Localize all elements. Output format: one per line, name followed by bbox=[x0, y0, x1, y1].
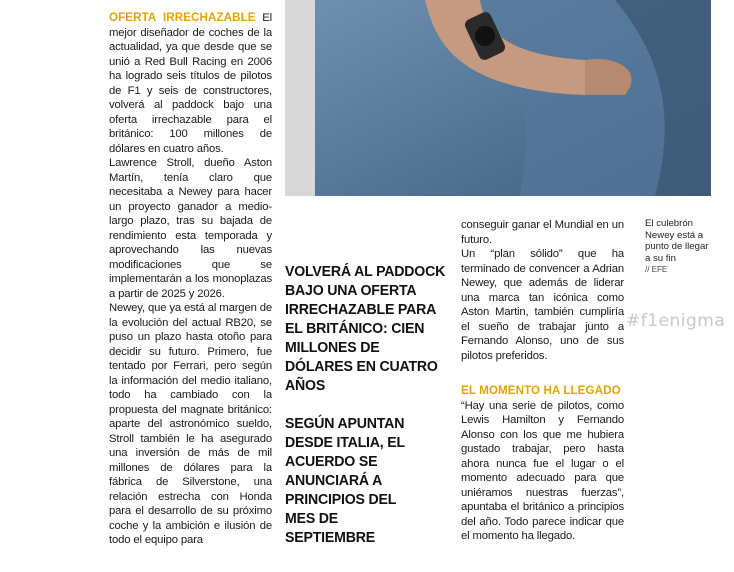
pull-quote-italy: SEGÚN APUNTAN DESDE ITALIA, EL ACUERDO SE ANUNCIARÁ A PRINCIPIOS DEL MES DE SEPTIEMBRE bbox=[285, 415, 405, 546]
caption-credit: // EFE bbox=[645, 265, 668, 274]
left-para-2: Lawrence Stroll, dueño Aston Martín, tenía claro que necesitaba a Newey para hacer un proyecto ganador a medio-largo plazo, tras su bajada de rendimiento esta temporada y aprovechando las nuevas modificaciones que se implementarán a los monoplazas a partir de 2025 y 2026. bbox=[109, 157, 272, 300]
left-para-1: OFERTA IRRECHAZABLE El mejor diseñador de coches de la actualidad, ya que desde que se unió a Red Bull Racing en 2006 ha logrado seis títulos de pilotos de F1 y seis de constructores, volverá al paddock bajo una oferta irrechazable para el británico: 100 millones de dólares en cuatro años. bbox=[109, 11, 272, 155]
mid-para-2: Un “plan sólido” que ha terminado de convencer a Adrian Newey, que además de liderar una marca tan icónica como Aston Martin, también cumpliría el sueño de trabajar junto a Fernando Alonso, uno de sus pilotos preferidos. bbox=[461, 248, 624, 362]
article-photo bbox=[285, 0, 711, 196]
pull-quote-offer: VOLVERÁ AL PADDOCK BAJO UNA OFERTA IRRECHAZABLE PARA EL BRITÁNICO: CIEN MILLONES DE DÓLARES EN CUATRO AÑOS bbox=[285, 263, 446, 394]
caption-text: El culebrón Newey está a punto de llegar a su fin bbox=[645, 218, 709, 264]
left-column bbox=[109, 11, 272, 548]
mid-para-3: EL MOMENTO HA LLEGADO “Hay una serie de pilotos, como Lewis Hamilton y Fernando Alonso con los que me hubiera gustado trabajar, pero hasta ahora nunca fue el lugar o el momento adecuado para que uniéramos nuestras fuerzas”, apuntaba el británico a principios del año. Todo parece indicar que el momento ha llegado. bbox=[461, 384, 624, 542]
photo-illustration bbox=[285, 0, 711, 196]
watermark: #f1enigma bbox=[626, 311, 726, 331]
subhead-oferta: OFERTA IRRECHAZABLE bbox=[109, 11, 256, 24]
middle-column bbox=[461, 218, 624, 544]
subhead-momento: EL MOMENTO HA LLEGADO bbox=[461, 384, 621, 397]
photo-caption bbox=[645, 218, 715, 276]
left-para-3: Newey, que ya está al margen de la evolución del actual RB20, se puso un plazo hasta otoño para decidir su futuro. Primero, fue tentado por Ferrari, pero según la información del medio italiano, todo ha cambiado con la propuesta del magnate británico: aparte del astronómico sueldo, Stroll también le ha asegurado una inversión de más de mil millones de dólares para la fábrica de Silverstone, una relación estrecha con Honda para el desarrollo de su próximo coche y la ambición e ilusión de todo el equipo para bbox=[109, 302, 272, 546]
mid-para-1: conseguir ganar el Mundial en un futuro. bbox=[461, 219, 624, 246]
